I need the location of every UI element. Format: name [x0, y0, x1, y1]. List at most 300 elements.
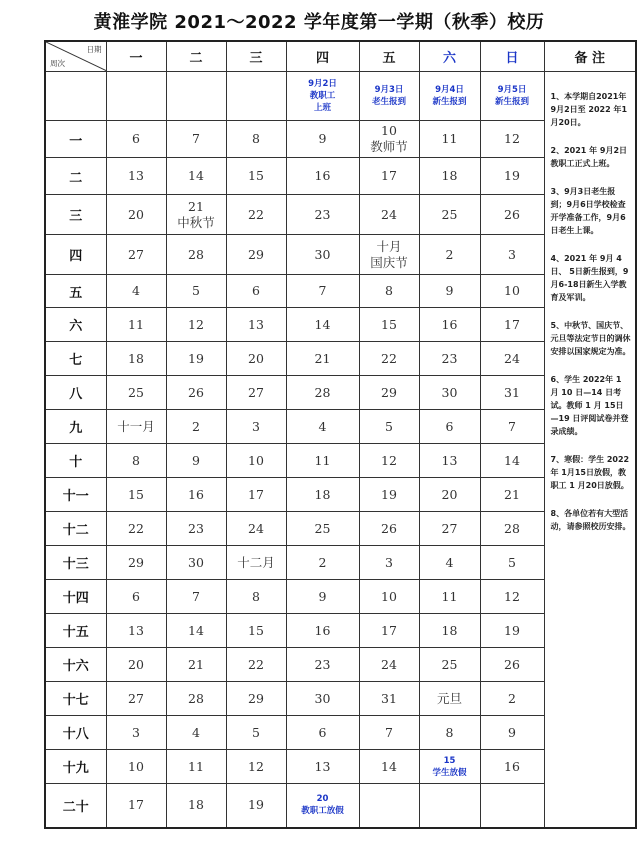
day-text: 30	[314, 690, 331, 706]
day-cell	[226, 580, 286, 614]
day-text: 7	[192, 588, 200, 604]
day-text: 2	[318, 554, 327, 570]
day-text: 13	[128, 168, 144, 183]
day-cell	[359, 275, 419, 308]
day-cell	[166, 478, 226, 512]
event-text: 9月2日 教职工 上班	[308, 79, 337, 113]
day-text: 20	[128, 206, 144, 222]
week-number: 十二	[45, 512, 106, 546]
event-cell	[286, 72, 359, 121]
day-cell	[286, 235, 359, 275]
day-cell	[166, 444, 226, 478]
day-text: 11	[314, 452, 331, 468]
day-cell	[286, 546, 359, 580]
day-text: 27	[248, 384, 264, 400]
week-number: 十六	[45, 648, 106, 682]
day-cell	[359, 410, 419, 444]
day-cell	[166, 195, 226, 235]
week-number: 二十	[45, 784, 106, 828]
day-text: 16	[314, 622, 331, 638]
day-text: 十一月	[117, 418, 155, 434]
day-text: 30	[314, 246, 331, 262]
corner-cell	[45, 41, 106, 72]
day-cell	[166, 410, 226, 444]
day-text: 21	[188, 656, 204, 672]
event-text: 9月5日 新生报到	[494, 85, 529, 107]
event-cell	[106, 72, 166, 121]
day-text: 3	[385, 554, 393, 570]
day-header-tue: 二	[166, 41, 226, 72]
day-text: 10	[128, 758, 144, 774]
day-text: 23	[441, 350, 458, 366]
day-cell	[166, 342, 226, 376]
day-cell	[480, 716, 544, 750]
day-text: 29	[128, 554, 144, 570]
day-cell	[419, 614, 480, 648]
day-cell	[359, 682, 419, 716]
day-cell	[106, 308, 166, 342]
day-text: 19	[248, 797, 264, 813]
day-cell	[226, 410, 286, 444]
day-cell	[106, 784, 166, 828]
day-text: 9	[508, 724, 516, 740]
day-cell	[106, 716, 166, 750]
day-text: 30	[188, 554, 204, 570]
day-cell	[419, 784, 480, 828]
day-text: 20	[248, 350, 264, 366]
day-text: 18	[314, 486, 331, 502]
day-cell	[286, 478, 359, 512]
day-text: 2	[192, 418, 200, 434]
day-cell	[419, 342, 480, 376]
day-cell	[286, 158, 359, 195]
day-text: 10	[381, 588, 397, 604]
day-cell	[359, 376, 419, 410]
day-text: 21 中秋节	[177, 198, 215, 230]
page-title: 黄淮学院 2021～2022 学年度第一学期（秋季）校历	[93, 12, 545, 33]
day-cell	[480, 478, 544, 512]
day-cell	[286, 580, 359, 614]
day-cell	[419, 195, 480, 235]
day-text: 26	[381, 520, 397, 536]
day-cell	[106, 682, 166, 716]
day-text: 20	[441, 486, 458, 502]
day-text: 10	[248, 452, 264, 468]
day-text: 27	[128, 246, 144, 262]
day-cell	[226, 648, 286, 682]
week-number: 五	[45, 275, 106, 308]
day-text: 29	[381, 384, 397, 400]
day-cell	[286, 376, 359, 410]
day-cell	[480, 750, 544, 784]
day-header-wed: 三	[226, 41, 286, 72]
day-text: 十月 国庆节	[370, 238, 408, 270]
day-cell	[480, 784, 544, 828]
day-text: 22	[248, 656, 264, 672]
event-cell	[419, 72, 480, 121]
note-item: 1、本学期自2021年9月2日至 2022 年1月20日。	[550, 92, 628, 127]
day-text: 8	[132, 452, 140, 468]
week-number: 十五	[45, 614, 106, 648]
day-text: 19	[504, 622, 520, 638]
day-text: 11	[441, 588, 458, 604]
day-cell	[419, 716, 480, 750]
day-text: 14	[188, 168, 204, 183]
note-item: 3、9月3日老生报到；9月6日学校检查开学准备工作，9月6日老生上课。	[550, 187, 626, 235]
event-row-week-cell	[45, 72, 106, 121]
day-cell	[359, 444, 419, 478]
day-text: 24	[381, 206, 397, 222]
day-text: 17	[248, 486, 264, 502]
day-cell	[480, 410, 544, 444]
day-cell	[480, 121, 544, 158]
week-number: 十一	[45, 478, 106, 512]
day-cell	[286, 750, 359, 784]
corner-week-label: 周次	[50, 59, 65, 68]
event-cell	[166, 72, 226, 121]
day-cell	[419, 410, 480, 444]
day-cell	[226, 342, 286, 376]
day-text: 12	[188, 316, 204, 332]
day-text: 20 教职工放假	[301, 794, 344, 817]
day-cell	[419, 444, 480, 478]
day-cell	[226, 614, 286, 648]
day-cell	[419, 580, 480, 614]
day-cell	[166, 308, 226, 342]
event-text: 9月4日 新生报到	[432, 85, 467, 107]
day-text: 25	[441, 656, 458, 672]
day-text: 31	[504, 384, 520, 400]
day-cell	[286, 682, 359, 716]
week-number: 一	[45, 121, 106, 158]
event-text: 9月3日 老生报到	[371, 85, 406, 107]
day-cell	[166, 546, 226, 580]
day-cell	[419, 546, 480, 580]
day-cell	[480, 580, 544, 614]
day-text: 19	[504, 168, 520, 183]
day-text: 8	[445, 724, 454, 740]
day-cell	[106, 546, 166, 580]
day-text: 13	[314, 758, 331, 774]
day-text: 28	[188, 246, 204, 262]
day-text: 9	[318, 588, 327, 604]
note-item: 7、寒假：学生 2022 年 1月15日放假，教职工 1 月20日放假。	[550, 455, 630, 490]
day-cell	[480, 308, 544, 342]
day-cell	[419, 512, 480, 546]
day-cell	[286, 784, 359, 828]
day-text: 5	[192, 283, 200, 298]
day-text: 11	[441, 131, 458, 146]
day-text: 31	[381, 690, 397, 706]
day-text: 17	[504, 316, 520, 332]
day-cell	[106, 614, 166, 648]
day-text: 3	[508, 246, 516, 262]
week-number: 六	[45, 308, 106, 342]
day-text: 24	[248, 520, 264, 536]
week-number: 十	[45, 444, 106, 478]
note-item: 5、中秋节、国庆节、元旦等法定节日的调休安排以国家规定为准。	[550, 321, 631, 356]
day-cell	[106, 648, 166, 682]
event-cell	[480, 72, 544, 121]
week-number: 三	[45, 195, 106, 235]
day-cell	[106, 478, 166, 512]
day-cell	[166, 648, 226, 682]
day-cell	[480, 275, 544, 308]
week-number: 四	[45, 235, 106, 275]
day-cell	[286, 648, 359, 682]
day-cell	[226, 376, 286, 410]
note-item: 4、2021 年 9月 4 日、 5日新生报到，9月6-18日新生入学教育及军训。	[550, 254, 629, 302]
day-text: 24	[381, 656, 397, 672]
day-cell	[359, 580, 419, 614]
day-text: 12	[504, 131, 520, 146]
day-text: 28	[504, 520, 520, 536]
day-text: 11	[128, 316, 144, 332]
day-cell	[359, 614, 419, 648]
day-cell	[226, 235, 286, 275]
day-header-thu: 四	[286, 41, 359, 72]
day-cell	[480, 512, 544, 546]
day-text: 6	[132, 588, 140, 604]
day-cell	[106, 275, 166, 308]
day-text: 27	[128, 690, 144, 706]
day-cell	[166, 121, 226, 158]
week-number: 十九	[45, 750, 106, 784]
day-text: 18	[441, 168, 458, 183]
day-text: 6	[318, 724, 327, 740]
day-text: 十二月	[237, 554, 275, 570]
day-cell	[106, 444, 166, 478]
day-cell	[166, 750, 226, 784]
day-text: 14	[504, 452, 520, 468]
day-cell	[106, 376, 166, 410]
day-cell	[286, 342, 359, 376]
day-cell	[480, 682, 544, 716]
day-text: 10 教师节	[370, 123, 408, 154]
day-text: 17	[381, 622, 397, 638]
day-cell	[166, 716, 226, 750]
day-cell	[226, 784, 286, 828]
day-cell	[359, 195, 419, 235]
day-text: 28	[314, 384, 331, 400]
day-cell	[419, 478, 480, 512]
day-cell	[359, 546, 419, 580]
day-text: 9	[445, 283, 454, 298]
day-text: 18	[128, 350, 144, 366]
day-text: 5	[508, 554, 516, 570]
day-cell	[106, 342, 166, 376]
day-cell	[226, 308, 286, 342]
day-text: 2	[508, 690, 516, 706]
day-text: 4	[445, 554, 454, 570]
day-text: 19	[188, 350, 204, 366]
day-cell	[480, 648, 544, 682]
day-text: 9	[192, 452, 200, 468]
day-text: 16	[188, 486, 204, 502]
day-cell	[166, 682, 226, 716]
corner-date-label: 日期	[86, 45, 102, 54]
day-cell	[286, 512, 359, 546]
day-cell	[419, 158, 480, 195]
day-cell	[419, 376, 480, 410]
day-text: 17	[128, 797, 144, 813]
day-text: 7	[508, 418, 516, 434]
day-text: 14	[188, 622, 204, 638]
day-text: 15	[128, 486, 144, 502]
notes-column	[544, 72, 636, 828]
week-number: 二	[45, 158, 106, 195]
day-cell	[106, 158, 166, 195]
day-cell	[480, 376, 544, 410]
day-text: 3	[132, 724, 140, 740]
week-number: 十三	[45, 546, 106, 580]
day-cell	[359, 342, 419, 376]
day-cell	[480, 444, 544, 478]
day-cell	[480, 158, 544, 195]
day-cell	[359, 308, 419, 342]
day-cell	[166, 614, 226, 648]
day-text: 4	[132, 283, 140, 298]
day-cell	[419, 235, 480, 275]
day-cell	[286, 444, 359, 478]
day-text: 3	[252, 418, 260, 434]
day-text: 8	[252, 588, 260, 604]
day-text: 25	[128, 384, 144, 400]
day-cell	[226, 444, 286, 478]
day-text: 12	[381, 452, 397, 468]
day-cell	[226, 546, 286, 580]
calendar-table	[44, 40, 637, 829]
day-cell	[359, 158, 419, 195]
day-text: 23	[314, 656, 331, 672]
notes-header: 备 注	[544, 41, 636, 72]
day-cell	[226, 158, 286, 195]
day-cell	[419, 682, 480, 716]
day-cell	[419, 750, 480, 784]
day-text: 6	[252, 283, 260, 298]
day-header-sat: 六	[419, 41, 480, 72]
day-text: 12	[504, 588, 520, 604]
day-text: 8	[252, 131, 260, 146]
day-cell	[286, 308, 359, 342]
note-item: 8、各单位若有大型活动，请参照校历安排。	[550, 509, 631, 531]
day-text: 5	[385, 418, 393, 434]
day-text: 23	[314, 206, 331, 222]
day-text: 15	[248, 622, 264, 638]
day-cell	[359, 648, 419, 682]
day-cell	[106, 580, 166, 614]
day-cell	[359, 750, 419, 784]
week-number: 九	[45, 410, 106, 444]
day-text: 7	[385, 724, 393, 740]
day-text: 6	[132, 131, 140, 146]
day-header-mon: 一	[106, 41, 166, 72]
day-text: 25	[314, 520, 331, 536]
day-cell	[359, 478, 419, 512]
week-number: 八	[45, 376, 106, 410]
note-item: 6、学生 2022年 1 月 10 日—14 日考试。教师 1 月 15日—19 日评阅试卷并登录成绩。	[550, 375, 629, 436]
day-cell	[166, 376, 226, 410]
day-text: 7	[318, 283, 327, 298]
day-cell	[106, 121, 166, 158]
day-text: 27	[441, 520, 458, 536]
day-cell	[226, 512, 286, 546]
day-text: 7	[192, 131, 200, 146]
day-text: 26	[504, 206, 520, 222]
day-cell	[286, 275, 359, 308]
day-cell	[480, 614, 544, 648]
day-cell	[166, 275, 226, 308]
day-text: 13	[441, 452, 458, 468]
day-cell	[106, 195, 166, 235]
week-number: 十八	[45, 716, 106, 750]
day-cell	[166, 235, 226, 275]
day-cell	[226, 682, 286, 716]
day-cell	[226, 478, 286, 512]
day-cell	[226, 275, 286, 308]
day-cell	[166, 158, 226, 195]
day-text: 12	[248, 758, 264, 774]
day-text: 16	[314, 168, 331, 183]
week-number: 十七	[45, 682, 106, 716]
day-cell	[480, 235, 544, 275]
day-text: 24	[504, 350, 520, 366]
day-cell	[226, 750, 286, 784]
day-cell	[419, 648, 480, 682]
day-text: 26	[188, 384, 204, 400]
event-cell	[359, 72, 419, 121]
day-text: 16	[441, 316, 458, 332]
day-text: 21	[314, 350, 331, 366]
day-cell	[286, 716, 359, 750]
day-text: 11	[188, 758, 204, 774]
day-cell	[359, 716, 419, 750]
day-cell	[106, 512, 166, 546]
day-cell	[286, 121, 359, 158]
day-cell	[359, 121, 419, 158]
day-cell	[480, 546, 544, 580]
day-text: 4	[192, 724, 200, 740]
day-cell	[166, 784, 226, 828]
day-cell	[286, 614, 359, 648]
day-text: 5	[252, 724, 260, 740]
day-text: 8	[385, 283, 393, 298]
day-text: 25	[441, 206, 458, 222]
day-text: 20	[128, 656, 144, 672]
day-cell	[480, 195, 544, 235]
day-text: 29	[248, 690, 264, 706]
day-text: 2	[445, 246, 454, 262]
day-cell	[166, 580, 226, 614]
day-cell	[166, 512, 226, 546]
day-text: 26	[504, 656, 520, 672]
day-header-fri: 五	[359, 41, 419, 72]
day-cell	[419, 308, 480, 342]
day-cell	[106, 410, 166, 444]
day-cell	[106, 235, 166, 275]
day-text: 4	[318, 418, 327, 434]
day-cell	[286, 195, 359, 235]
day-cell	[286, 410, 359, 444]
day-text: 9	[318, 131, 327, 146]
day-text: 18	[188, 797, 204, 813]
day-text: 17	[381, 168, 397, 183]
header-row	[45, 41, 636, 72]
day-cell	[359, 512, 419, 546]
day-text: 15	[248, 168, 264, 183]
event-cell	[226, 72, 286, 121]
day-text: 15	[381, 316, 397, 332]
